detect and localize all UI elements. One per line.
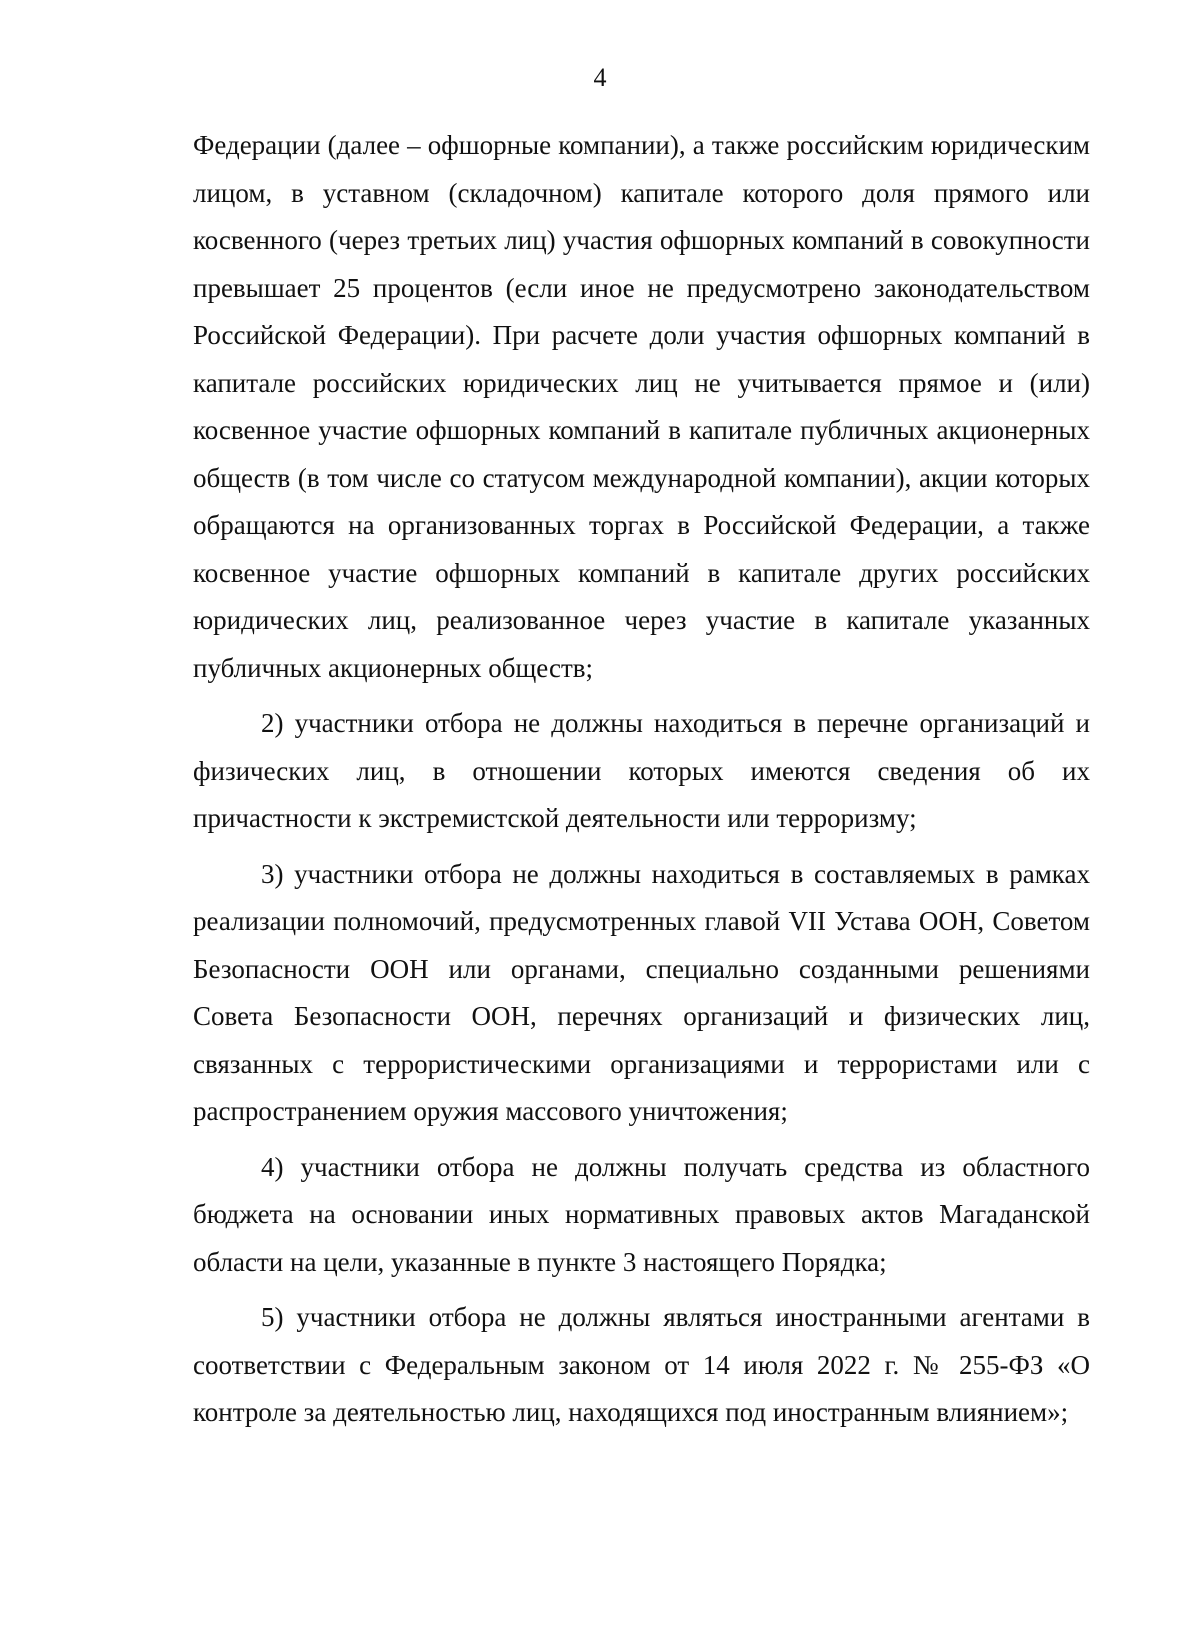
paragraph-continuation: Федерации (далее – офшорные компании), а также российским юридическим лицом, в уставном (складочном) капитале которого доля прямого или косвенного (через третьих лиц) участия офшорных компаний в совокупности превышает 25 процентов (если иное не предусмотрено законодательством Российской Федерации). При расчете доли участия офшорных компаний в капитале российских юридических лиц не учитывается прямое и (или) косвенное участие офшорных компаний в капитале публичных акционерных обществ (в том числе со статусом международной компании), акции которых обращаются на организованных торгах в Российской Федерации, а также косвенное участие офшорных компаний в капитале других российских юридических лиц, реализованное через участие в капитале указанных публичных акционерных обществ; (193, 130, 1090, 683)
page-number: 4 (593, 63, 607, 92)
paragraph-item-5: 5) участники отбора не должны являться иностранными агентами в соответствии с Федеральным законом от 14 июля 2022 г. № 255-ФЗ «О контроле за деятельностью лиц, находящихся под иностранным влиянием»; (193, 1302, 1090, 1427)
paragraph-item-3: 3) участники отбора не должны находиться в составляемых в рамках реализации полномочий, предусмотренных главой VII Устава ООН, Советом Безопасности ООН или органами, специально созданными решениями Совета Безопасности ООН, перечнях организаций и физических лиц, связанных с террористическими организациями и террористами или с распространением оружия массового уничтожения; (193, 858, 1090, 1126)
body-text (193, 122, 1090, 1445)
paragraph-item-2: 2) участники отбора не должны находиться в перечне организаций и физических лиц, в отношении которых имеются сведения об их причастности к экстремистской деятельности или терроризму; (193, 708, 1090, 833)
paragraph-item-4: 4) участники отбора не должны получать средства из областного бюджета на основании иных нормативных правовых актов Магаданской области на цели, указанные в пункте 3 настоящего Порядка; (193, 1151, 1090, 1277)
